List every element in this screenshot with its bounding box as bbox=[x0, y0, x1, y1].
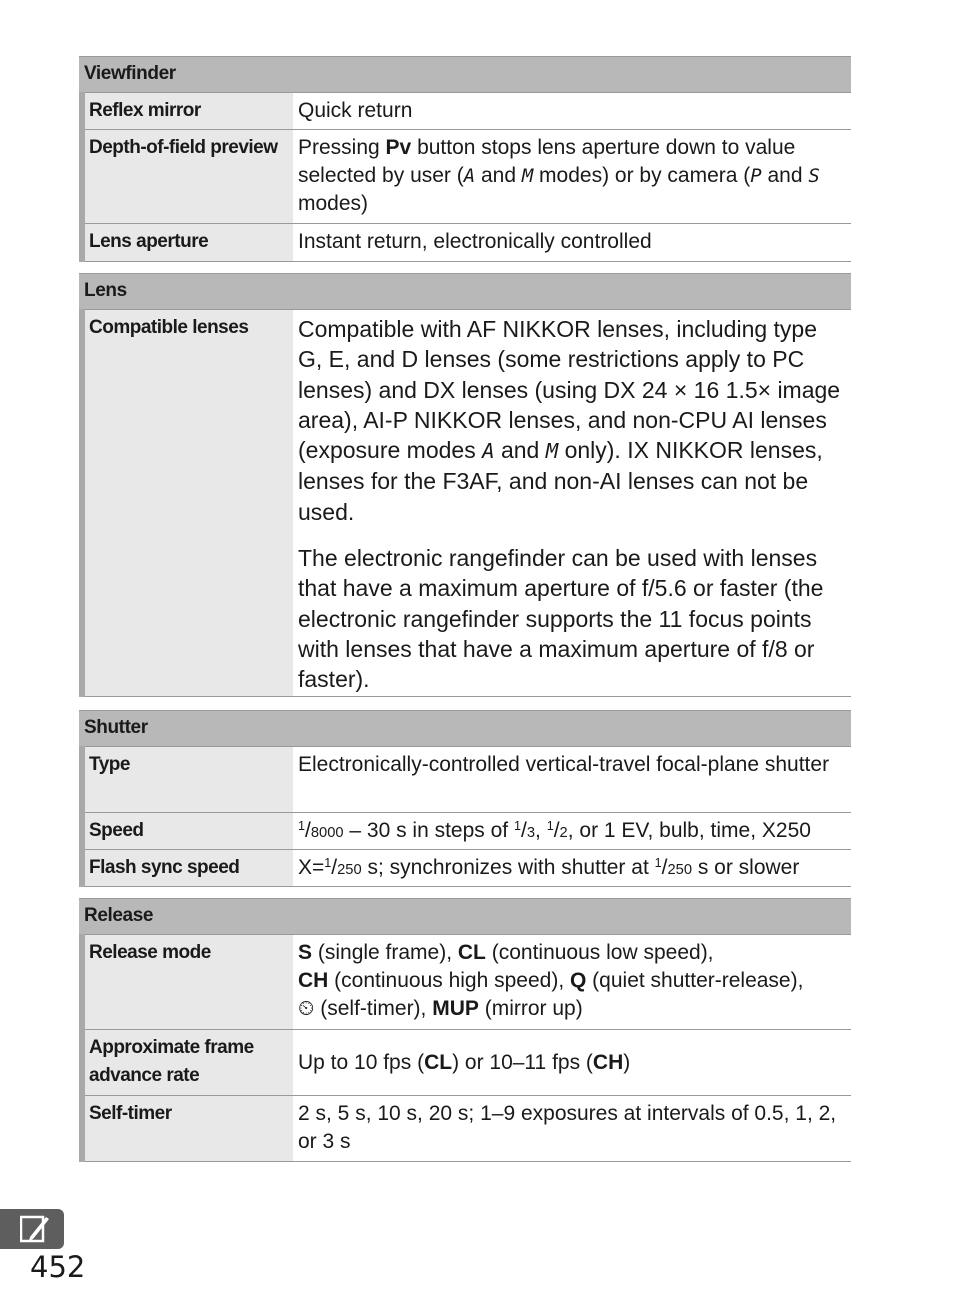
mode-m-symbol: M bbox=[521, 165, 534, 187]
row-value: X=$^1$/250 s; synchronizes with shutter at $^1$/250 s or slower bbox=[298, 856, 800, 879]
row-label: Lens aperture bbox=[85, 224, 293, 261]
row-label: Reflex mirror bbox=[85, 93, 293, 129]
technical-notes-tab bbox=[0, 1209, 64, 1249]
mode-p-symbol: P bbox=[750, 165, 762, 187]
row-label: Self-timer bbox=[85, 1096, 293, 1161]
row-value bbox=[293, 310, 851, 696]
pv-button-symbol: Pv bbox=[385, 136, 412, 159]
table-row bbox=[85, 92, 851, 129]
table-row bbox=[85, 849, 851, 887]
row-label: Depth-of-field preview bbox=[85, 130, 293, 223]
row-label: Release mode bbox=[85, 935, 293, 1029]
section-title: Release bbox=[79, 898, 851, 934]
continuous-low-symbol: CL bbox=[457, 941, 486, 964]
table-row bbox=[85, 812, 851, 849]
single-frame-symbol: S bbox=[298, 941, 313, 964]
section-title: Lens bbox=[79, 273, 851, 309]
row-value: Up to 10 fps (CL) or 10–11 fps (CH) bbox=[298, 1050, 631, 1074]
mode-a-symbol: A bbox=[482, 439, 495, 464]
technical-notes-pen-icon bbox=[20, 1215, 50, 1243]
continuous-high-symbol: CH bbox=[298, 969, 329, 992]
release-section bbox=[79, 898, 851, 1162]
table-row bbox=[85, 1029, 851, 1095]
row-label: Type bbox=[85, 747, 293, 812]
table-row bbox=[85, 1095, 851, 1162]
row-value: 2 s, 5 s, 10 s, 20 s; 1–9 exposures at intervals of 0.5, 1, 2, or 3 s bbox=[298, 1102, 837, 1153]
viewfinder-section bbox=[79, 56, 851, 262]
table-row bbox=[85, 223, 851, 262]
continuous-low-symbol: CL bbox=[424, 1050, 453, 1074]
row-label: Speed bbox=[85, 813, 293, 849]
row-value: Quick return bbox=[298, 99, 413, 122]
table-row bbox=[85, 934, 851, 1029]
paragraph: The electronic rangefinder can be used with lenses that have a maximum aperture of f/5.6 or faster (the electronic rangefinder supports the 11 focus points with lenses that have a maximum aperture of f/8 or faster). bbox=[298, 545, 824, 693]
table-row bbox=[85, 746, 851, 812]
row-value: $^1$/8000 – 30 s in steps of $^1$/3, $^1$/2, or 1 EV, bulb, time, X250 bbox=[298, 819, 811, 842]
row-label: Compatible lenses bbox=[85, 310, 293, 696]
self-timer-icon: ⏲ bbox=[298, 997, 315, 1020]
section-title: Shutter bbox=[79, 710, 851, 746]
lens-section bbox=[79, 273, 851, 697]
quiet-release-symbol: Q bbox=[570, 969, 587, 992]
row-label: Flash sync speed bbox=[85, 850, 293, 886]
row-label: Approximate frame advance rate bbox=[85, 1030, 293, 1095]
table-row bbox=[85, 309, 851, 697]
mode-m-symbol: M bbox=[545, 439, 559, 464]
mode-a-symbol: A bbox=[463, 165, 476, 187]
row-value: S (single frame), CL (continuous low speed), CH (continuous high speed), Q (quiet shutter-release), ⏲ (self-timer), MUP (mirror up) bbox=[298, 941, 804, 1020]
mirror-up-symbol: MUP bbox=[432, 997, 479, 1020]
page-number: 452 bbox=[30, 1250, 86, 1284]
table-row bbox=[85, 129, 851, 223]
row-value: Pressing Pv button stops lens aperture down to value selected by user (A and M modes) or by camera (P and S modes) bbox=[298, 136, 820, 215]
mode-s-symbol: S bbox=[808, 165, 820, 187]
shutter-section bbox=[79, 710, 851, 887]
paragraph: Compatible with AF NIKKOR lenses, including type G, E, and D lenses (some restrictions apply to PC lenses) and DX lenses (using DX 24 × 16 1.5× image area), AI-P NIKKOR lenses, and non-CPU AI lenses (exposure modes A and M only). IX NIKKOR lenses, lenses for the F3AF, and non-AI lenses can not be used. bbox=[298, 316, 841, 525]
row-value: Electronically-controlled vertical-travel focal-plane shutter bbox=[298, 753, 830, 776]
section-title: Viewfinder bbox=[79, 56, 851, 92]
continuous-high-symbol: CH bbox=[592, 1050, 624, 1074]
row-value: Instant return, electronically controlled bbox=[298, 230, 652, 253]
